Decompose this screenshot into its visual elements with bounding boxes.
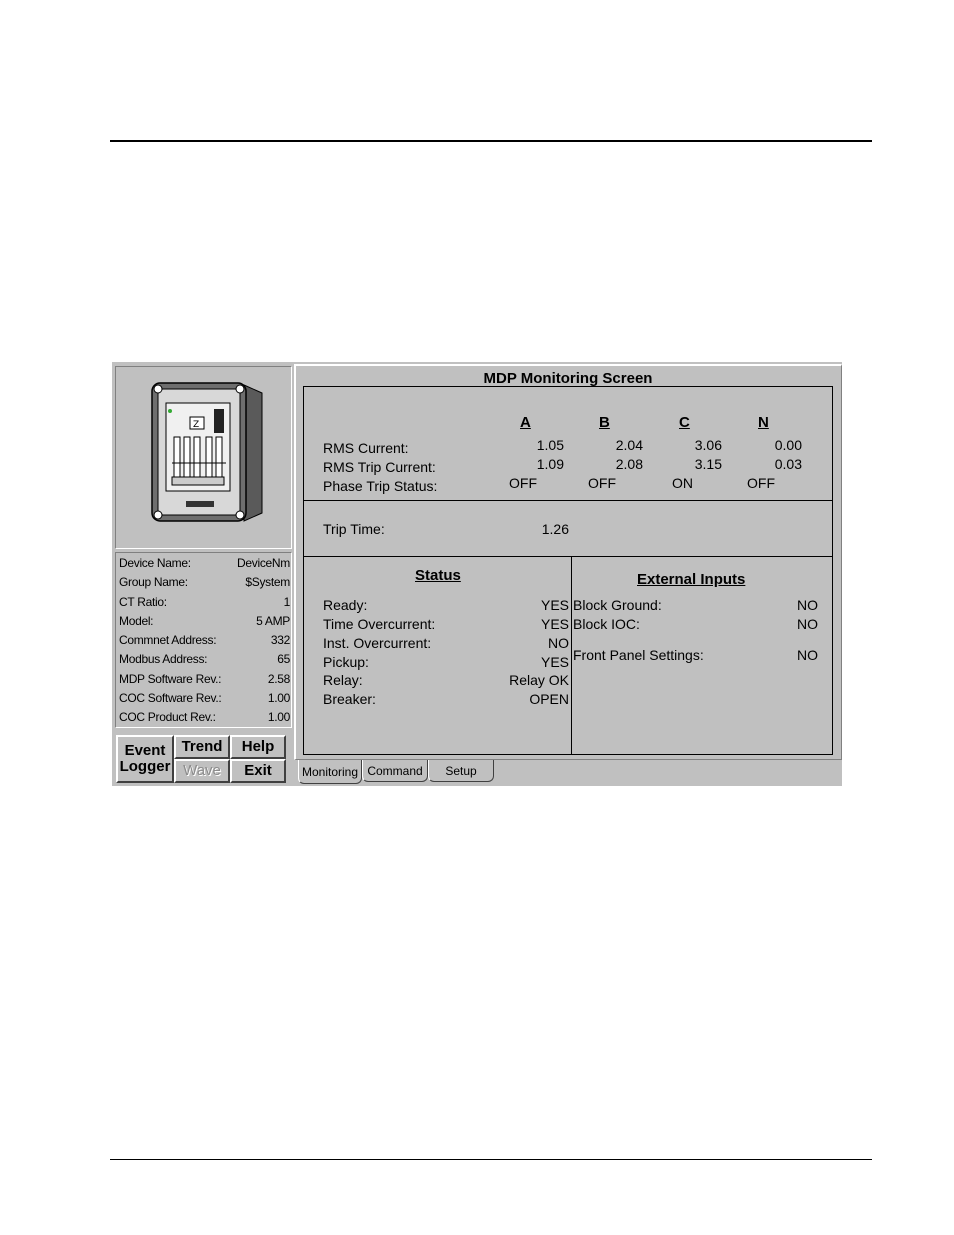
help-button[interactable]: Help bbox=[230, 735, 286, 759]
top-rule bbox=[110, 140, 872, 142]
phase-trip-status-a: OFF bbox=[509, 475, 537, 491]
status-frame bbox=[303, 556, 572, 755]
info-coc-product-rev: COC Product Rev.: 1.00 bbox=[119, 710, 290, 724]
ready-value: YES bbox=[540, 597, 569, 613]
rms-trip-current-a: 1.09 bbox=[536, 456, 564, 472]
phase-trip-status-n: OFF bbox=[747, 475, 775, 491]
event-logger-label-1: Event bbox=[124, 742, 166, 759]
pickup-label: Pickup: bbox=[323, 654, 369, 670]
ready-label: Ready: bbox=[323, 597, 368, 613]
event-logger-label-2: Logger bbox=[119, 758, 171, 775]
rms-trip-current-b: 2.08 bbox=[615, 456, 643, 472]
col-header-n: N bbox=[758, 414, 769, 431]
bottom-rule bbox=[110, 1159, 872, 1160]
front-panel-settings-value: NO bbox=[797, 647, 818, 663]
relay-device-icon bbox=[116, 367, 293, 550]
info-mdp-software-rev: MDP Software Rev.: 2.58 bbox=[119, 672, 290, 686]
rms-current-c: 3.06 bbox=[694, 437, 722, 453]
info-group-name: Group Name: $System bbox=[119, 575, 290, 589]
info-device-name: Device Name: DeviceNm bbox=[119, 556, 290, 570]
rms-current-a: 1.05 bbox=[536, 437, 564, 453]
inst-overcurrent-value: NO bbox=[548, 635, 569, 651]
external-inputs-title: External Inputs bbox=[637, 571, 746, 588]
front-panel-settings-label: Front Panel Settings: bbox=[573, 647, 704, 663]
external-inputs-frame bbox=[571, 556, 833, 755]
trip-time-value: 1.26 bbox=[541, 521, 569, 537]
info-ct-ratio: CT Ratio: 1 bbox=[119, 595, 290, 609]
exit-button[interactable]: Exit bbox=[230, 759, 286, 783]
phase-trip-status-c: ON bbox=[672, 475, 693, 491]
phase-trip-status-b: OFF bbox=[588, 475, 616, 491]
svg-text:Z: Z bbox=[193, 420, 200, 430]
inst-overcurrent-label: Inst. Overcurrent: bbox=[323, 635, 432, 651]
info-model: Model: 5 AMP bbox=[119, 614, 290, 628]
rms-trip-current-c: 3.15 bbox=[694, 456, 722, 472]
breaker-label: Breaker: bbox=[323, 691, 376, 707]
tab-monitoring[interactable]: Monitoring bbox=[298, 760, 362, 784]
relay-value: Relay OK bbox=[509, 672, 569, 688]
block-ground-label: Block Ground: bbox=[573, 597, 662, 613]
rms-current-n: 0.00 bbox=[774, 437, 802, 453]
block-ioc-label: Block IOC: bbox=[573, 616, 640, 632]
phase-trip-status-label: Phase Trip Status: bbox=[323, 478, 438, 494]
wave-button[interactable]: Wave bbox=[174, 759, 230, 783]
block-ioc-value: NO bbox=[797, 616, 818, 632]
rms-current-b: 2.04 bbox=[615, 437, 643, 453]
left-panel bbox=[112, 362, 294, 786]
col-header-c: C bbox=[679, 414, 690, 431]
device-info-list bbox=[115, 552, 292, 728]
trip-time-label: Trip Time: bbox=[323, 521, 385, 537]
pickup-value: YES bbox=[540, 654, 569, 670]
trip-time-frame bbox=[303, 500, 833, 557]
phase-values-frame bbox=[303, 386, 833, 501]
time-overcurrent-label: Time Overcurrent: bbox=[323, 616, 436, 632]
event-logger-button[interactable] bbox=[116, 735, 174, 783]
screen-title: MDP Monitoring Screen bbox=[483, 370, 653, 387]
col-header-b: B bbox=[599, 414, 610, 431]
info-commnet-address: Commnet Address: 332 bbox=[119, 633, 290, 647]
relay-label: Relay: bbox=[323, 672, 363, 688]
col-header-a: A bbox=[520, 414, 531, 431]
time-overcurrent-value: YES bbox=[540, 616, 569, 632]
rms-trip-current-n: 0.03 bbox=[774, 456, 802, 472]
status-title: Status bbox=[415, 567, 461, 584]
trend-button[interactable]: Trend bbox=[174, 735, 230, 759]
tab-bar bbox=[294, 760, 842, 786]
block-ground-value: NO bbox=[797, 597, 818, 613]
rms-current-label: RMS Current: bbox=[323, 440, 409, 456]
device-image-panel bbox=[115, 366, 292, 549]
monitoring-panel bbox=[294, 364, 842, 760]
info-coc-software-rev: COC Software Rev.: 1.00 bbox=[119, 691, 290, 705]
rms-trip-current-label: RMS Trip Current: bbox=[323, 459, 436, 475]
tab-setup[interactable]: Setup bbox=[428, 760, 494, 782]
tab-command[interactable]: Command bbox=[362, 760, 428, 782]
button-grid bbox=[116, 735, 288, 783]
info-modbus-address: Modbus Address: 65 bbox=[119, 652, 290, 666]
mdp-monitoring-window bbox=[112, 362, 842, 786]
breaker-value: OPEN bbox=[529, 691, 569, 707]
